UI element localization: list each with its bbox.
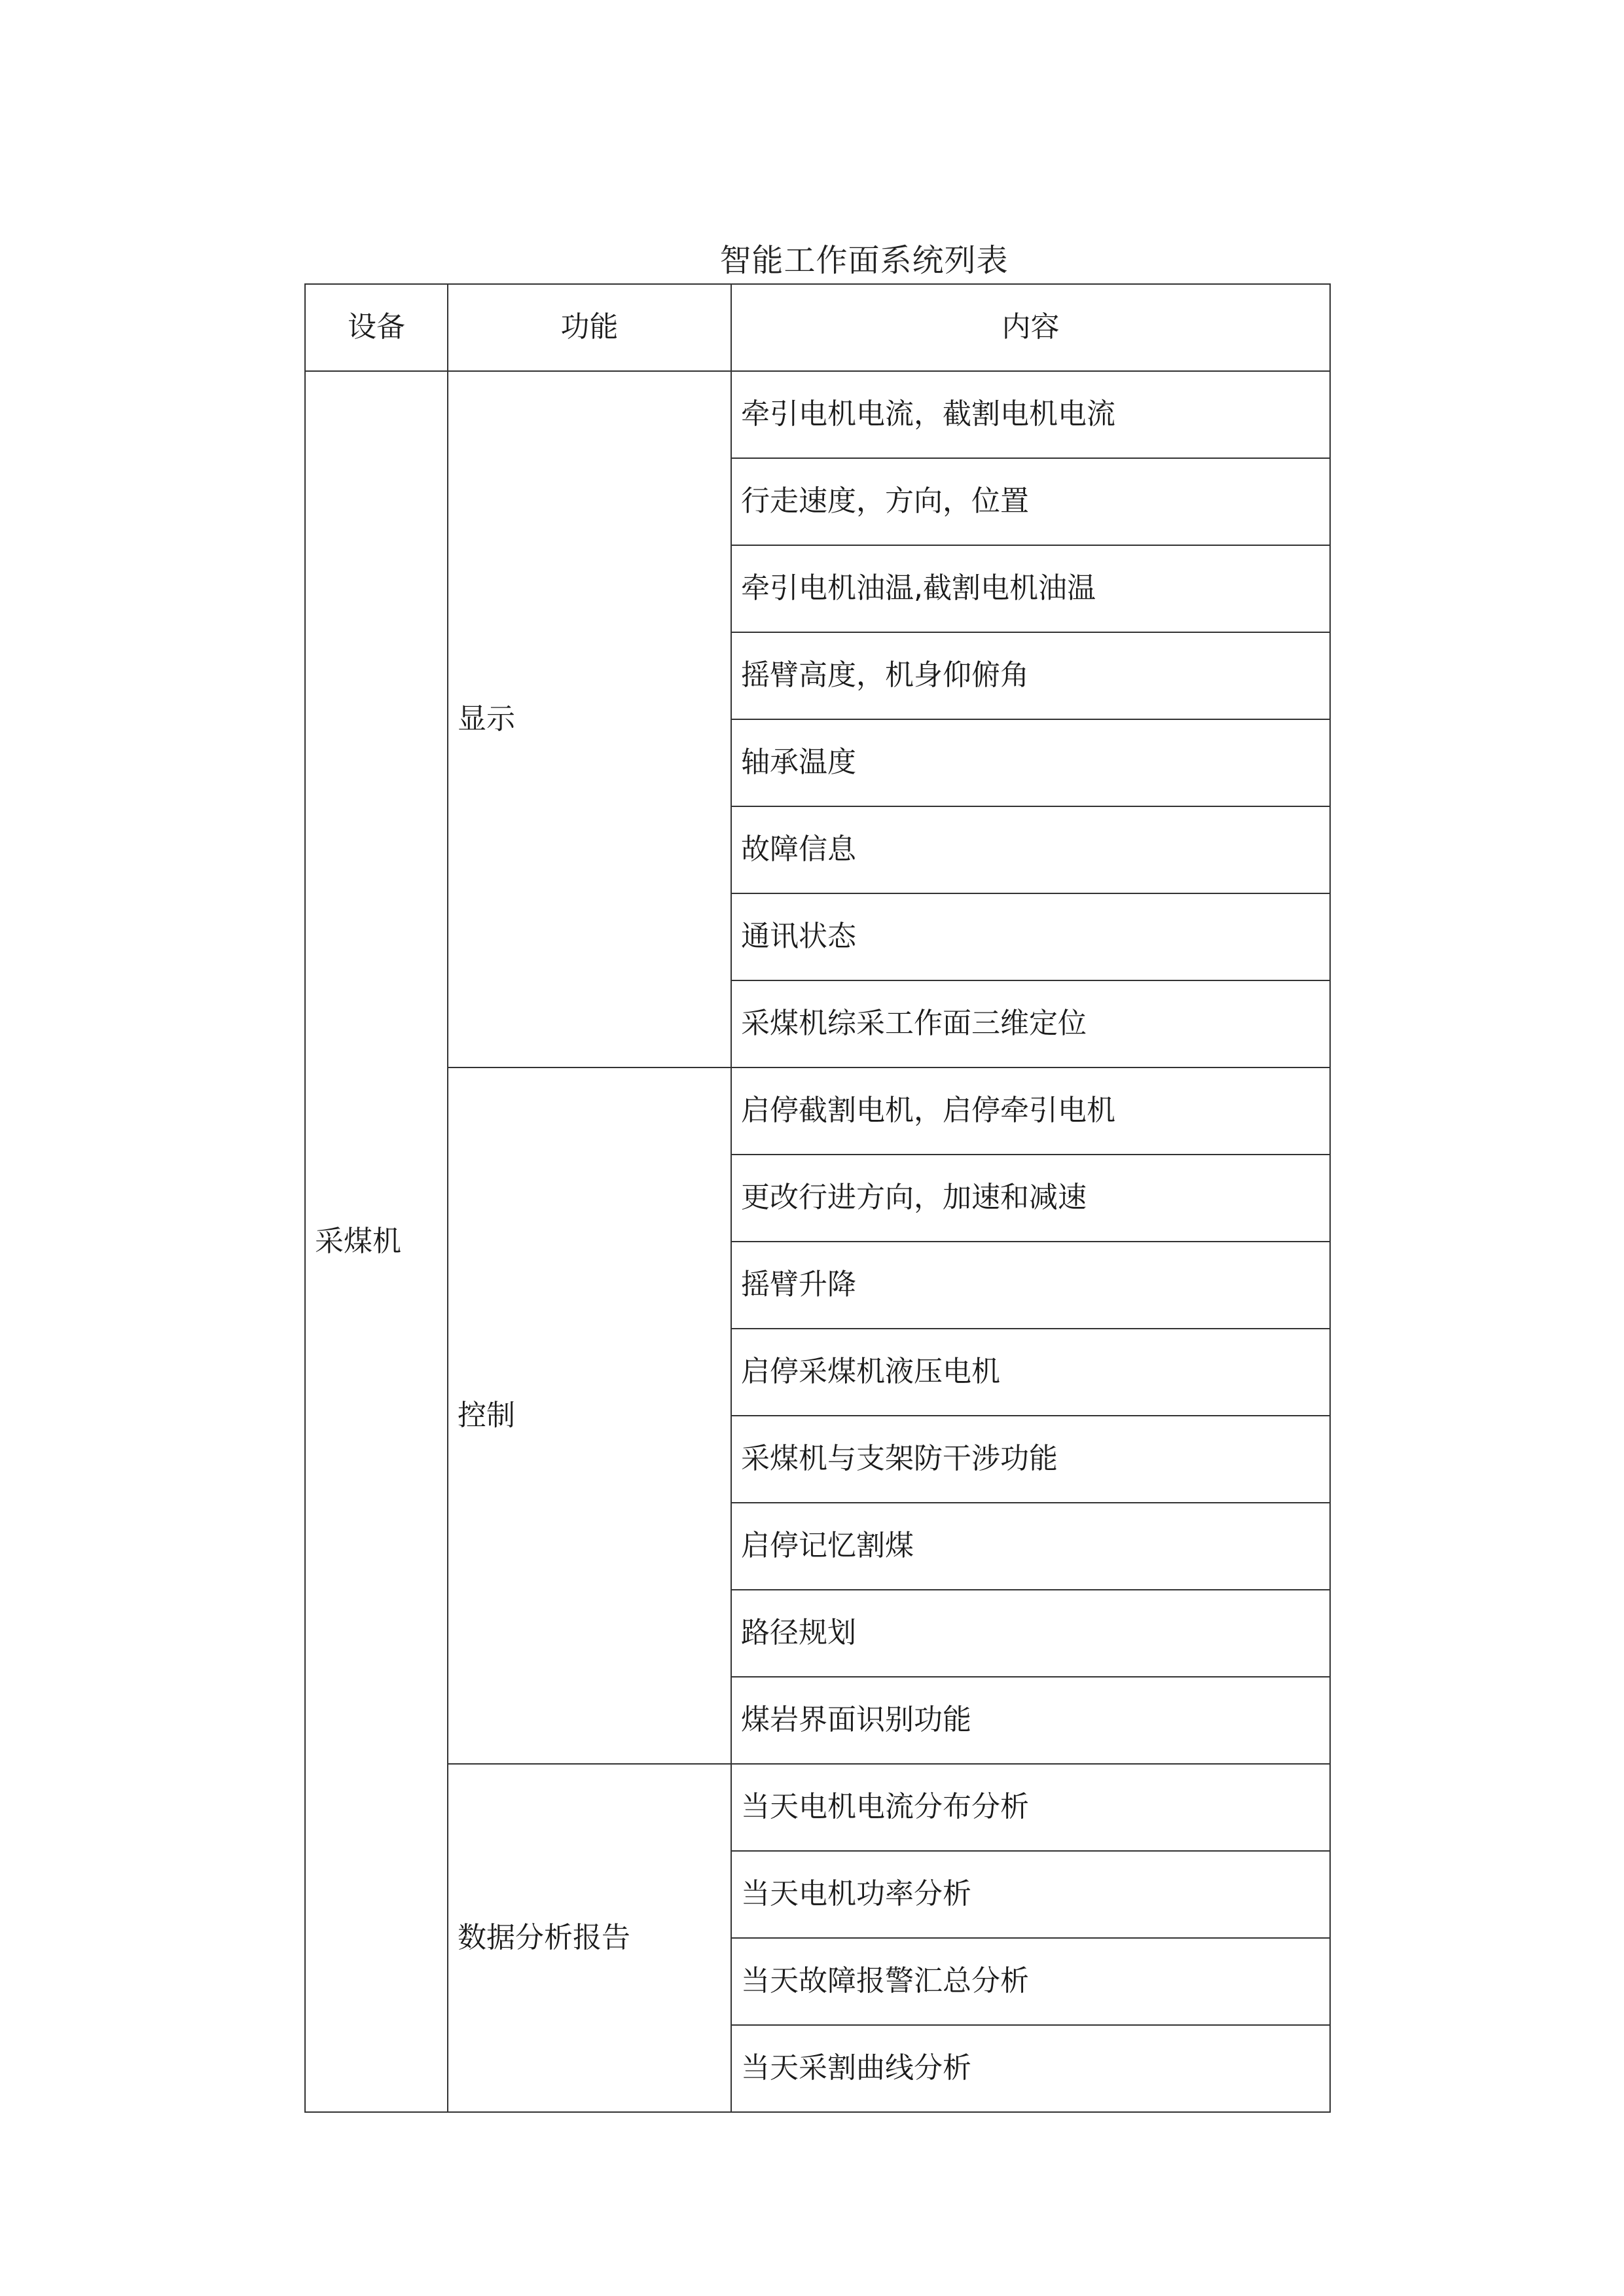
table-row (305, 1764, 1330, 1851)
content-cell: 摇臂升降 (731, 1242, 1330, 1329)
content-cell: 采煤机与支架防干涉功能 (731, 1416, 1330, 1503)
table-header-row (305, 284, 1330, 371)
system-table (304, 283, 1331, 2113)
content-cell: 路径规划 (731, 1590, 1330, 1677)
device-cell: 采煤机 (305, 371, 448, 2112)
document-title: 智能工作面系统列表 (719, 242, 1009, 279)
header-function: 功能 (448, 284, 731, 371)
function-cell-control: 控制 (448, 1067, 731, 1764)
content-cell: 启停采煤机液压电机 (731, 1329, 1330, 1416)
content-cell: 当天电机功率分析 (731, 1851, 1330, 1938)
content-cell: 故障信息 (731, 806, 1330, 893)
content-cell: 当天故障报警汇总分析 (731, 1938, 1330, 2025)
content-cell: 摇臂高度，机身仰俯角 (731, 632, 1330, 719)
content-cell: 通讯状态 (731, 893, 1330, 980)
header-content: 内容 (731, 284, 1330, 371)
content-cell: 煤岩界面识别功能 (731, 1677, 1330, 1764)
content-cell: 轴承温度 (731, 719, 1330, 806)
content-cell: 当天采割曲线分析 (731, 2025, 1330, 2112)
content-cell: 牵引电机油温,截割电机油温 (731, 545, 1330, 632)
content-cell: 更改行进方向，加速和减速 (731, 1155, 1330, 1242)
table-row (305, 1067, 1330, 1155)
content-cell: 行走速度，方向，位置 (731, 458, 1330, 545)
content-cell: 牵引电机电流，截割电机电流 (731, 371, 1330, 458)
content-cell: 启停截割电机，启停牵引电机 (731, 1067, 1330, 1155)
table-row (305, 371, 1330, 458)
content-cell: 采煤机综采工作面三维定位 (731, 980, 1330, 1067)
function-cell-display: 显示 (448, 371, 731, 1067)
function-cell-data-analysis: 数据分析报告 (448, 1764, 731, 2112)
content-cell: 启停记忆割煤 (731, 1503, 1330, 1590)
content-cell: 当天电机电流分布分析 (731, 1764, 1330, 1851)
header-device: 设备 (305, 284, 448, 371)
